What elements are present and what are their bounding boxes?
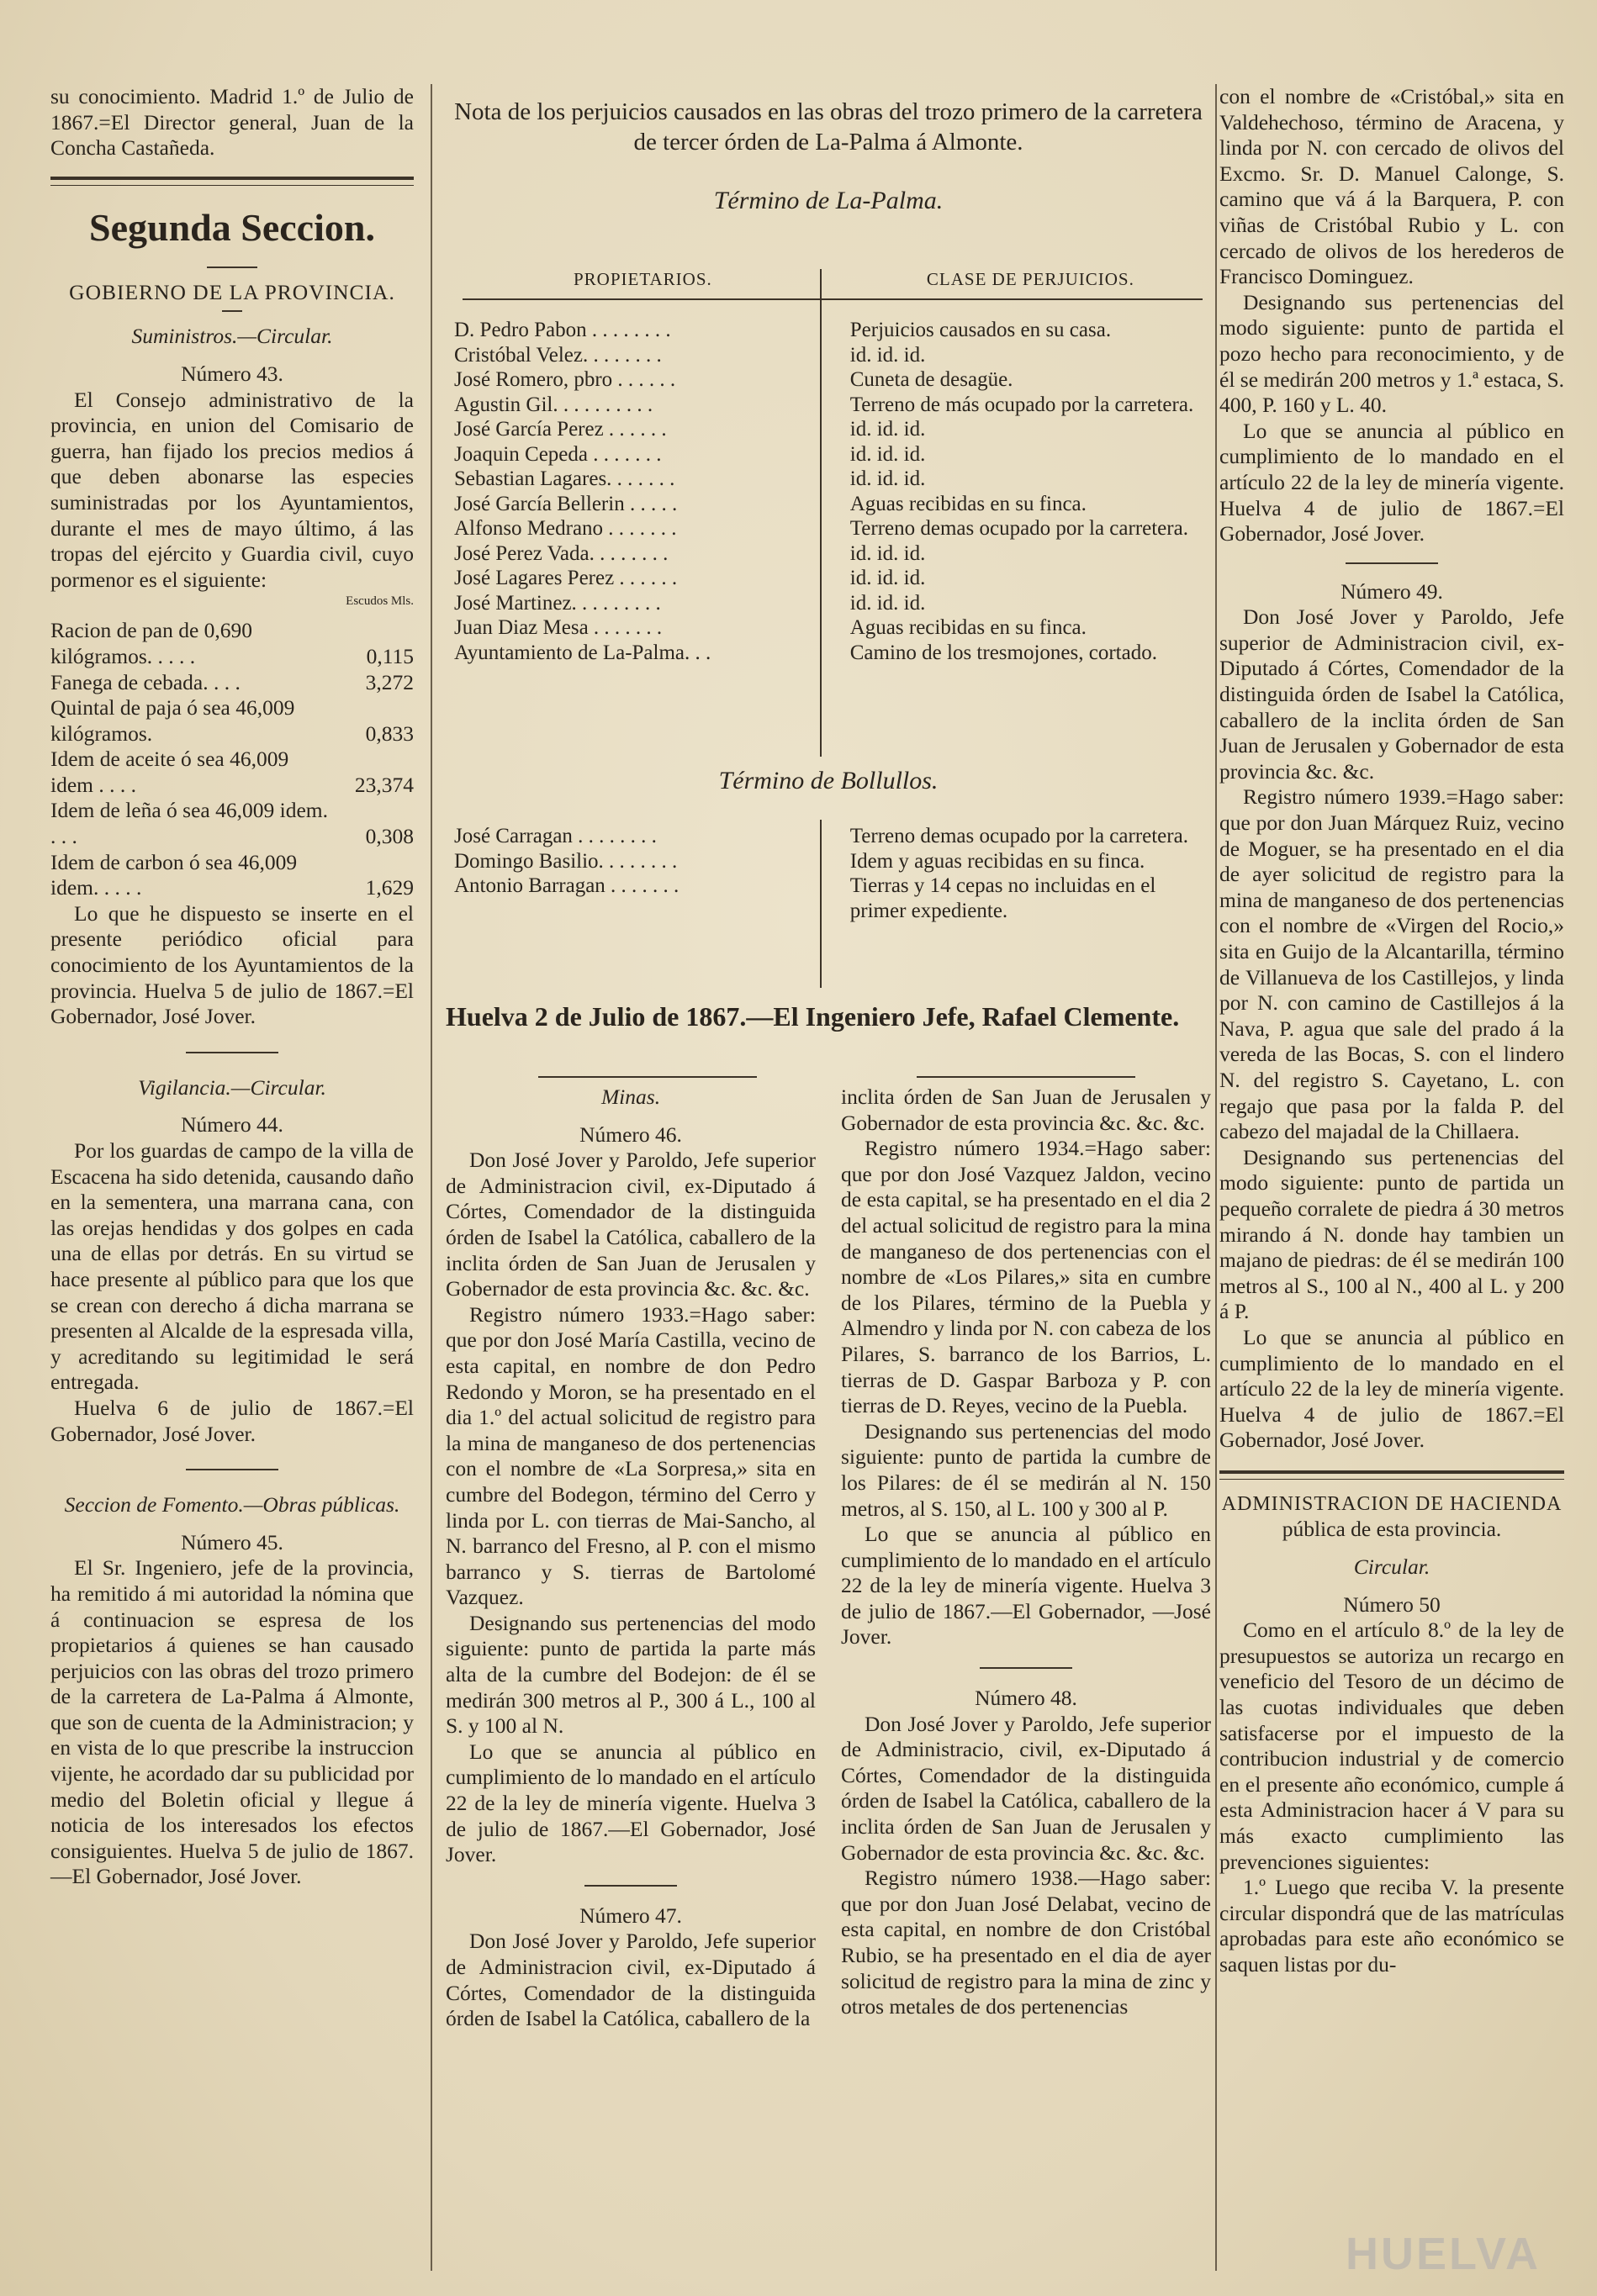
col3-p1: con el nombre de «Cristóbal,» sita en Valdehechoso, término de Aracena, y linda por N. con cercado de olivos del Excmo. Sr. D. Manuel Calonge, S. camino que vá á la Barquera, P. con viñas de Cristóbal Rubio y L. con cercado de olivos de los herederos de Francisco Dominguez.: [1219, 84, 1564, 289]
table-row: [454, 824, 1211, 849]
table-row: [454, 393, 1211, 418]
damage-type: Cuneta de desagüe.: [849, 368, 1013, 391]
price-value: 0,308: [365, 824, 414, 849]
column-1: [50, 84, 414, 1890]
term-bollullos: Término de Bollullos.: [718, 767, 939, 794]
table-row: [454, 541, 1211, 567]
n44-text: Por los guardas de campo de la villa de Escacena ha sido detenida, causando daño en la sementera, una marrana cana, con las orejas hendidas y dos golpes en cada una de ellas por detrás. En su virtud se hace presente al público para que los que se crean con derecho á dicha marrana se presenten al Alcalde de la espresada villa, y acreditando su legitimidad le será entregada.: [50, 1138, 414, 1395]
price-value: 3,272: [365, 669, 414, 694]
column-3: [1219, 84, 1564, 1978]
n46-designando: Designando sus pertenencias del modo siguiente: punto de partida la parte más alta de la cumbre del Bodejon: de él se medirán 300 metros al P., 300 á L., 100 al S. y 100 al N.: [446, 1610, 816, 1739]
number-49: Número 49.: [1341, 578, 1443, 604]
damage-type: id. id. id.: [849, 442, 926, 466]
table-row: [454, 442, 1211, 467]
owner-name: Juan Diaz Mesa . . . . . . .: [454, 616, 663, 639]
table-row: [454, 343, 1211, 368]
watermark-seal: HUELVA: [1346, 2229, 1541, 2279]
price-list: [50, 618, 414, 901]
n46-text: Don José Jover y Paroldo, Jefe superior de Administracion civil, ex-Diputado á Córtes, Comendador de la distinguida órden de Isabel la Católica, caballero de la inclita órden de San Juan de Jerusalen y Gobernador de esta provincia &c. &c. &c.: [446, 1148, 816, 1301]
owner-name: José García Bellerin . . . . .: [454, 492, 678, 515]
minas-title: Minas.: [600, 1085, 661, 1109]
price-row: [50, 618, 414, 669]
n45-text: El Sr. Ingeniero, jefe de la provincia, ha remitido á mi autoridad la nómina que á continuacion se espresa de los propietarios á quienes se han causado perjuicios con las obras del trozo primero de la carretera de La-Palma á Almonte, que son de cuenta de la Administracion; y en vista de lo que prescribe la instruccion vijente, he acordado dar su publicidad por medio del Boletin oficial y llegue á noticia de los interesados los efectos consiguientes. Huelva 5 de julio de 1867.—El Gobernador, José Jover.: [50, 1555, 414, 1889]
owner-name: José Carragan . . . . . . . .: [454, 825, 657, 847]
table-header: [454, 267, 1211, 293]
column-2a: [446, 1085, 816, 2032]
damage-type: Aguas recibidas en su finca.: [849, 616, 1087, 639]
n49-registro: Registro número 1939.=Hago saber: que por don Juan Márquez Ruiz, vecino de Moguer, se ha presentado en el dia de ayer solicitud de registro para la mina de manganeso de dos pertenencias con el nombre de «Virgen del Rocio,» sita en Guijo de la Alcantarilla, término de Villanueva de los Castillejos, y linda por N. con camino de Castillejos á la Nava, P. agua que sale del prado á la vereda de las Bocas, S. con el lindero N. del registro S. Cayetano, L. con regajo que pasa por la falda P. del cabezo del majadal de la Chillaera.: [1219, 784, 1564, 1144]
n46-close: Lo que se anuncia al público en cumplimiento de lo mandado en el artículo 22 de la ley de minería vigente. Huelva 3 de julio de 1867.—El Gobernador, José Jover.: [446, 1739, 816, 1867]
price-row: [50, 798, 414, 849]
price-item: Fanega de cebada. . . .: [50, 669, 241, 694]
gov-title: GOBIERNO DE LA PROVINCIA.: [69, 279, 395, 304]
escudos-label: Escudos Mls.: [346, 594, 414, 609]
col-clase-header: CLASE DE PERJUICIOS.: [926, 269, 1134, 289]
fom-title: Seccion de Fomento.—Obras públicas.: [64, 1492, 400, 1517]
col-prop-header: PROPIETARIOS.: [573, 269, 712, 289]
table-row: [454, 874, 1211, 923]
price-row: [50, 747, 414, 798]
price-value: 0,833: [365, 720, 414, 746]
owner-name: José Romero, pbro . . . . . .: [454, 368, 676, 391]
n49-designando: Designando sus pertenencias del modo siguiente: punto de partida un pequeño corralete de piedra á 30 metros mirando á N. donde hay tambien un majano de piedras: de él se medirán 100 metros al S., 100 al N., 400 al L. y 200 á P.: [1219, 1144, 1564, 1324]
price-value: 23,374: [354, 772, 414, 797]
term-la-palma: Término de La-Palma.: [713, 187, 944, 214]
damage-type: id. id. id.: [849, 567, 926, 589]
divider: [980, 1667, 1072, 1669]
owner-name: José García Perez . . . . . .: [454, 418, 667, 441]
table-bollullos: [454, 824, 1211, 923]
table-row: [454, 615, 1211, 641]
price-item: Racion de pan de 0,690 kilógramos. . . . .: [50, 618, 253, 668]
damage-type: Aguas recibidas en su finca.: [849, 492, 1087, 515]
table-row: [454, 318, 1211, 343]
n48-registro: Registro número 1938.—Hago saber: que por don Juan José Delabat, vecino de esta capital, en nombre de don Cristóbal Rubio, se ha presentado en el dia de ayer solicitud de registro para la mina de zinc y otros metales de dos pertenencias: [841, 1866, 1211, 2019]
nota-heading: Nota de los perjuicios causados en las obras del trozo primero de la carretera de tercer órden de La-Palma á Almonte.: [454, 98, 1203, 156]
number-47: Número 47.: [579, 1903, 682, 1928]
price-item: Idem de carbon ó sea 46,009 idem. . . . .: [50, 849, 298, 900]
col3-p2: Designando sus pertenencias del modo siguiente: punto de partida el pozo hecho para reconocimiento, y de él se medirán 200 metros y 1.ª estaca, S. 400, P. 160 y L. 40.: [1219, 289, 1564, 418]
n50-item-1: 1.º Luego que reciba V. la presente circular dispondrá que de las matrículas aprobadas para este año económico se saquen listas por du-: [1219, 1875, 1564, 1977]
divider: [584, 1885, 677, 1887]
owner-name: Domingo Basilio. . . . . . . .: [454, 849, 678, 873]
owner-name: José Perez Vada. . . . . . . .: [454, 541, 669, 565]
damage-type: Tierras y 14 cepas no incluidas en el primer expediente.: [849, 874, 1156, 922]
table-row: [454, 641, 1211, 666]
divider: [1219, 1470, 1564, 1480]
n47-registro: Registro número 1934.=Hago saber: que por don José Vazquez Jaldon, vecino de esta capital, se ha presentado en el dia 2 del actual solicitud de registro para la mina de manganeso de dos pertenencias con el nombre de «Los Pilares,» sita en cumbre de los Pilares, término de la Puebla y Almendro y linda por N. con cabeza de los Pilares, S. barranco de los Barrios, L. tierras de D. Gaspar Barboza y P. con tierras de D. Reyes, vecino de la Puebla.: [841, 1136, 1211, 1418]
engineer-signature: Huelva 2 de Julio de 1867.—El Ingeniero Jefe, Rafael Clemente.: [446, 1001, 1180, 1032]
ornament-divider: [207, 267, 257, 268]
col3-p3: Lo que se anuncia al público en cumplimiento de lo mandado en el artículo 22 de la ley de minería vigente. Huelva 4 de julio de 1867.=El Gobernador, José Jover.: [1219, 418, 1564, 546]
column-rule: [431, 84, 432, 2271]
section-title: Segunda Seccion.: [89, 205, 375, 249]
damage-type: id. id. id.: [849, 418, 926, 441]
damage-type: id. id. id.: [849, 343, 926, 367]
intro-text: su conocimiento. Madrid 1.º de Julio de 1867.=El Director general, Juan de la Concha Castañeda.: [50, 84, 414, 161]
owner-name: Cristóbal Velez. . . . . . . .: [454, 343, 662, 367]
ornament-divider: [538, 1076, 757, 1078]
owner-name: Ayuntamiento de La-Palma. . .: [454, 641, 711, 664]
price-row: [50, 695, 414, 747]
column-2b: [841, 1085, 1211, 2020]
price-value: 0,115: [366, 643, 414, 668]
n47-continued: inclita órden de San Juan de Jerusalen y Gobernador de esta provincia &c. &c. &c.: [841, 1085, 1211, 1135]
n47-close: Lo que se anuncia al público en cumplimiento de lo mandado en el artículo 22 de la ley de minería vigente. Huelva 3 de julio de 1867.—El Gobernador, —José Jover.: [841, 1522, 1211, 1649]
damage-type: Camino de los tresmojones, cortado.: [849, 641, 1157, 664]
n49-close: Lo que se anuncia al público en cumplimiento de lo mandado en el artículo 22 de la ley de minería vigente. Huelva 4 de julio de 1867.=El Gobernador, José Jover.: [1219, 1324, 1564, 1453]
adm-subtitle: pública de esta provincia.: [1282, 1517, 1502, 1542]
n50-text: Como en el artículo 8.º de la ley de presupuestos se autoriza un recargo en veneficio del Tesoro de un décimo de las cuotas individuales que deben satisfacerse por el impuesto de la contribucion industrial y de comercio en el presente año económico, cumple á esta Administracion hacer á V para su más exacto cumplimiento las prevenciones siguientes:: [1219, 1618, 1564, 1874]
column-rule: [1215, 84, 1217, 2271]
divider: [186, 1052, 278, 1053]
divider: [222, 310, 242, 312]
circular-title: Circular.: [1353, 1554, 1430, 1580]
owner-name: Agustin Gil. . . . . . . . . .: [454, 393, 653, 416]
owner-name: D. Pedro Pabon . . . . . . . .: [454, 319, 671, 341]
table-row: [454, 417, 1211, 442]
divider: [186, 1469, 278, 1470]
price-item: Idem de leña ó sea 46,009 idem. . . .: [50, 798, 328, 849]
ornament-divider: [917, 1076, 1135, 1078]
n43-text: El Consejo administrativo de la provincia, en union del Comisario de guerra, han fijado los precios medios á que deben abonarse las especies suministradas por los Ayuntamientos, durante el mes de mayo último, á las tropas del ejército y Guardia civil, cuyo pormenor es el siguiente:: [50, 387, 414, 592]
owner-name: José Martinez. . . . . . . . .: [454, 591, 661, 615]
price-item: Quintal de paja ó sea 46,009 kilógramos.: [50, 695, 295, 746]
price-value: 1,629: [365, 875, 414, 900]
damage-type: id. id. id.: [849, 541, 926, 565]
adm-title: ADMINISTRACION DE HACIENDA: [1221, 1492, 1563, 1515]
sum-title: Suministros.—Circular.: [131, 324, 333, 349]
number-45: Número 45.: [181, 1529, 283, 1554]
price-item: Idem de aceite ó sea 46,009 idem . . . .: [50, 747, 289, 797]
table-row: [454, 849, 1211, 874]
damage-type: Idem y aguas recibidas en su finca.: [849, 849, 1145, 873]
n46-registro: Registro número 1933.=Hago saber: que por don José María Castilla, vecino de esta capital, en nombre de don Pedro Redondo y Moron, se ha presentado en el dia 1.º del actual solicitud de registro para la mina de manganeso de dos pertenencias con el nombre de «La Sorpresa,» sita en cumbre del Bodegon, término del Cerro y linda por L. con tierras de Mai-Sancho, al N. barranco del Fresno, al P. con el mismo barranco y S. tierras de Bartolomé Vazquez.: [446, 1301, 816, 1610]
owner-name: Antonio Barragan . . . . . . .: [454, 874, 680, 897]
owner-name: José Lagares Perez . . . . . .: [454, 567, 678, 589]
number-48: Número 48.: [975, 1686, 1077, 1711]
damage-type: Perjuicios causados en su casa.: [849, 319, 1112, 341]
damage-type: id. id. id.: [849, 591, 926, 615]
table-row: [454, 467, 1211, 492]
damage-type: Terreno demas ocupado por la carretera.: [849, 517, 1188, 540]
n47-text: Don José Jover y Paroldo, Jefe superior de Administracion civil, ex-Diputado á Córtes, Comendador de la distinguida órden de Isabel la Católica, caballero de la: [446, 1929, 816, 2031]
table-row: [454, 516, 1211, 541]
table-la-palma: [454, 318, 1211, 665]
owner-name: Alfonso Medrano . . . . . . .: [454, 517, 677, 540]
owner-name: Sebastian Lagares. . . . . . .: [454, 467, 675, 490]
vig-title: Vigilancia.—Circular.: [138, 1074, 326, 1100]
n44-close: Huelva 6 de julio de 1867.=El Gobernador, José Jover.: [50, 1395, 414, 1446]
table-rule: [463, 298, 1203, 300]
table-row: [454, 492, 1211, 517]
table-row: [454, 367, 1211, 393]
n43-close: Lo que he dispuesto se inserte en el presente periódico oficial para conocimiento de los Ayuntamientos de la provincia. Huelva 5 de julio de 1867.=El Gobernador, José Jover.: [50, 900, 414, 1029]
divider: [1346, 562, 1438, 564]
table-row: [454, 566, 1211, 591]
n48-text: Don José Jover y Paroldo, Jefe superior de Administracio, civil, ex-Diputado á Córtes, Comendador de la distinguida órden de Isabel la Católica, caballero de la inclita órden de San Juan de Jerusalen y Gobernador de esta provincia &c. &c. &c.: [841, 1711, 1211, 1865]
n49-text: Don José Jover y Paroldo, Jefe superior de Administracion civil, ex-Diputado á Córtes, Comendador de la distinguida órden de Isabel la Católica, caballero de la inclita órden de San Juan de Jerusalen y Gobernador de esta provincia &c. &c.: [1219, 604, 1564, 784]
price-row: [50, 850, 414, 901]
owner-name: Joaquin Cepeda . . . . . . .: [454, 442, 662, 466]
divider: [50, 177, 414, 186]
number-46: Número 46.: [579, 1122, 682, 1147]
damage-type: Terreno demas ocupado por la carretera.: [849, 825, 1188, 847]
price-row: [50, 670, 414, 696]
damage-type: Terreno de más ocupado por la carretera.: [849, 393, 1194, 416]
table-row: [454, 591, 1211, 616]
damage-type: id. id. id.: [849, 467, 926, 490]
number-44: Número 44.: [181, 1112, 283, 1137]
n47-designando: Designando sus pertenencias del modo siguiente: punto de partida la cumbre de los Pilares: de él se medirán al N. 150 metros, al S. 150, al L. 100 y 300 al P.: [841, 1418, 1211, 1521]
number-50: Número 50: [1343, 1591, 1441, 1617]
number-43: Número 43.: [181, 361, 283, 386]
